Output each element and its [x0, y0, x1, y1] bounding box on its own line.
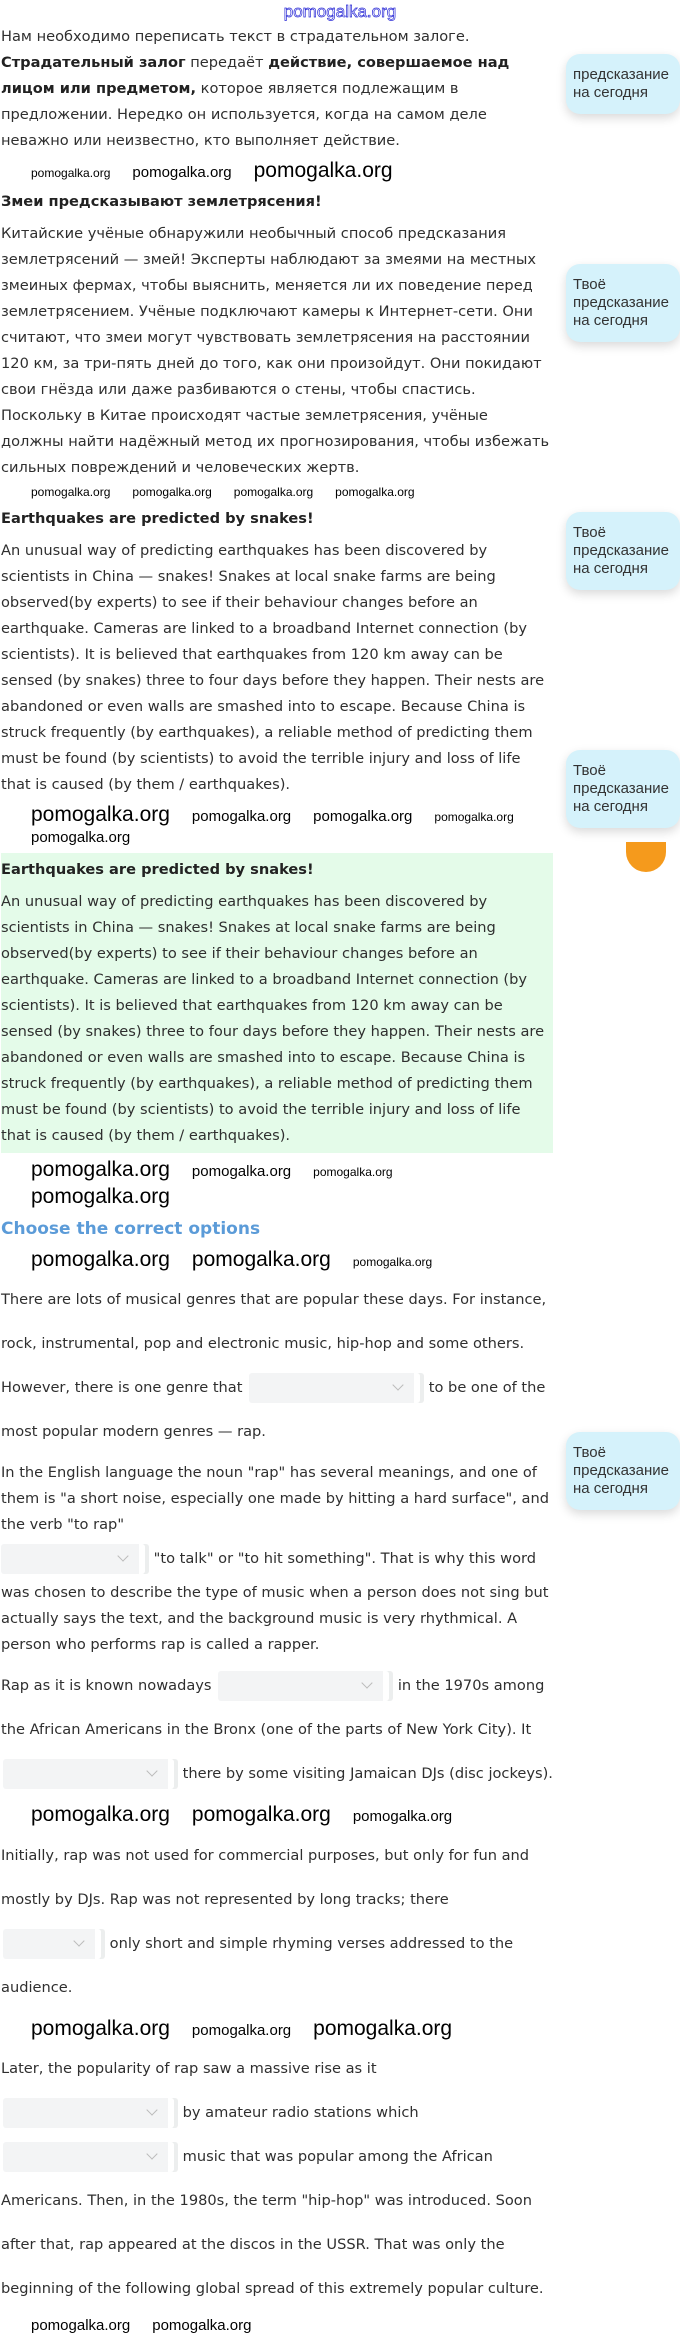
watermark: pomogalka.org	[31, 1157, 170, 1181]
chevron-down-icon	[73, 1935, 84, 1946]
exercise	[1, 1278, 553, 2334]
site-watermark: pomogalka.org	[283, 2, 397, 21]
chevron-down-icon	[117, 1551, 128, 1562]
bubble-line: Твоё	[573, 524, 606, 541]
p5b: by amateur radio stations which	[182, 2103, 419, 2121]
dropdown-1[interactable]	[249, 1373, 420, 1403]
p4b: only short and simple rhyming verses addressed to the audience.	[1, 1934, 514, 1996]
intro-text	[1, 24, 553, 50]
dropdown-5[interactable]	[3, 1929, 101, 1959]
main-column	[0, 24, 559, 2341]
watermark: pomogalka.org	[434, 809, 514, 824]
intro: Нам необходимо переписать текст в страдательном залоге.	[1, 28, 470, 45]
chevron-down-icon	[146, 1766, 157, 1777]
bubble-line: предсказание	[573, 1462, 670, 1479]
ru-section	[1, 189, 553, 481]
watermark: pomogalka.org	[313, 1164, 393, 1179]
prediction-bubble[interactable]	[566, 750, 680, 828]
chevron-down-icon	[392, 1380, 403, 1391]
dropdown-4[interactable]	[3, 1759, 174, 1789]
bubble-line: на сегодня	[573, 1480, 648, 1497]
watermark-row	[31, 2317, 553, 2335]
rule-t1: передаёт	[185, 54, 269, 71]
watermark: pomogalka.org	[31, 828, 131, 846]
watermark: pomogalka.org	[31, 1248, 170, 1272]
bubble-line: на сегодня	[573, 84, 648, 101]
bubble-line: предсказание	[573, 66, 670, 83]
bubble-line: Твоё	[573, 762, 606, 779]
exercise-title: Choose the correct options	[1, 1219, 261, 1240]
watermark: pomogalka.org	[191, 1162, 292, 1180]
p5a: Later, the popularity of rap saw a massive rise as it	[1, 2059, 377, 2077]
watermark: pomogalka.org	[31, 1184, 170, 1208]
watermark: pomogalka.org	[352, 1255, 433, 1270]
watermark: pomogalka.org	[191, 807, 292, 825]
prediction-bubble[interactable]	[566, 1432, 680, 1510]
watermark-row	[31, 802, 553, 847]
prediction-bubble[interactable]	[566, 264, 680, 342]
ru-title: Змеи предсказывают землетрясения!	[1, 193, 322, 211]
watermark: pomogalka.org	[132, 485, 212, 500]
watermark-row	[31, 2016, 553, 2041]
bubble-line: на сегодня	[573, 312, 648, 329]
chevron-down-icon	[146, 2104, 157, 2115]
rule-term: Страдательный залог	[1, 54, 186, 71]
prediction-column	[566, 24, 680, 2341]
bubble-line: предсказание	[573, 294, 670, 311]
p3c: there by some visiting Jamaican DJs (disc jockeys).	[182, 1765, 553, 1783]
watermark: pomogalka.org	[233, 485, 314, 500]
watermark: pomogalka.org	[31, 2016, 170, 2040]
rule-def: действие, совершаемое над лицом или предметом,	[1, 54, 510, 97]
dropdown-7[interactable]	[3, 2142, 174, 2172]
watermark: pomogalka.org	[31, 802, 170, 826]
ru-text: Китайские учёные обнаружили необычный способ предсказания землетрясений — змей! Эксперты наблюдают за змеями на местных змеиных фермах, чтобы выяснить, меняется ли их поведение перед землетрясением. Учёные подключают камеры к Интернет-сети. Они считают, что змеи могут чувствовать землетрясения на расстоянии 120 км, за три-пять дней до того, как они произойдут. Они покидают свои гнёзда или даже разбиваются о стены, чтобы спастись. Поскольку в Китае происходят частые землетрясения, учёные должны найти надёжный метод их прогнозирования, чтобы избежать сильных повреждений и человеческих жертв.	[1, 225, 550, 477]
watermark-row	[31, 1157, 553, 1209]
watermark: pomogalka.org	[335, 485, 415, 500]
dropdown-2[interactable]	[1, 1544, 145, 1574]
watermark: pomogalka.org	[132, 164, 232, 181]
rule-t2: которое является подлежащим в предложении. Нередко он используется, когда на самом деле неважно или неизвестно, кто выполняет действие.	[1, 80, 487, 149]
p4a: Initially, rap was not used for commercial purposes, but only for fun and mostly by DJs. Rap was not represented by long tracks; there	[1, 1846, 530, 1908]
chevron-down-icon	[146, 2148, 157, 2159]
bubble-line: Твоё	[573, 276, 606, 293]
answer-section	[1, 853, 553, 1153]
watermark: pomogalka.org	[191, 1248, 331, 1272]
bubble-line: на сегодня	[573, 560, 648, 577]
watermark: pomogalka.org	[191, 1803, 331, 1827]
watermark: pomogalka.org	[253, 159, 393, 182]
p1b: to be one of the most popular modern genres — rap.	[1, 1379, 546, 1441]
answer-text: An unusual way of predicting earthquakes has been discovered by scientists in China — snakes! Snakes at local snake farms are being observed(by experts) to see if their behaviour changes before an earthquake. Cameras are linked to a broadband Internet connection (by scientists). It is believed that earthquakes from 120 km away can be sensed (by snakes) three to four days before they happen. Their nests are abandoned or even walls are smashed into to escape. Because China is struck frequently (by earthquakes), a reliable method of predicting them must be found (by scientists) to avoid the terrible injury and loss of life that is caused (by them / earthquakes).	[1, 892, 545, 1144]
watermark: pomogalka.org	[152, 2316, 252, 2334]
watermark: pomogalka.org	[191, 2021, 292, 2039]
watermark: pomogalka.org	[352, 1808, 453, 1826]
watermark: pomogalka.org	[31, 1803, 170, 1827]
p2a: In the English language the noun "rap" has several meanings, and one of them is "a short noise, especially one made by hitting a hard surface", and the verb "to rap"	[1, 1464, 549, 1534]
watermark: pomogalka.org	[313, 2016, 453, 2040]
en-section	[1, 506, 553, 798]
dropdown-3[interactable]	[218, 1671, 389, 1701]
watermark-row	[31, 1802, 553, 1827]
bubble-line: предсказание	[573, 780, 670, 797]
watermark: pomogalka.org	[31, 2316, 131, 2334]
bubble-line: Твоё	[573, 1444, 606, 1461]
answer-title: Earthquakes are predicted by snakes!	[1, 860, 314, 878]
orange-decoration	[626, 842, 666, 872]
p2b: "to talk" or "to hit something". That is why this word was chosen to describe the type of music when a person does not sing but actually says the text, and the background music is very rhythmical. A person who performs rap is called a rapper.	[1, 1550, 549, 1654]
prediction-bubble[interactable]	[566, 512, 680, 590]
watermark: pomogalka.org	[31, 166, 111, 180]
dropdown-6[interactable]	[3, 2098, 174, 2128]
watermark-row	[31, 1247, 553, 1272]
rule-text	[1, 50, 553, 154]
prediction-bubble[interactable]	[566, 54, 680, 114]
p5c: music that was popular among the African Americans. Then, in the 1980s, the term "hip-hop" was introduced. Soon after that, rap appeared at the discos in the USSR. That was only the beginning of the following global spread of this extremely popular culture.	[1, 2147, 544, 2297]
p3a: Rap as it is known nowadays	[1, 1677, 212, 1695]
p3b: in the 1970s among the African Americans in the Bronx (one of the parts of New York City). It	[1, 1677, 545, 1739]
p1a: There are lots of musical genres that are popular these days. For instance, rock, instrumental, pop and electronic music, hip-hop and some others. However, there is one genre that	[1, 1291, 547, 1397]
en-title: Earthquakes are predicted by snakes!	[1, 509, 314, 527]
chevron-down-icon	[362, 1678, 373, 1689]
bubble-line: на сегодня	[573, 798, 648, 815]
watermark-row	[31, 485, 553, 499]
bubble-line: предсказание	[573, 542, 670, 559]
page	[0, 24, 680, 2341]
watermark: pomogalka.org	[31, 485, 111, 500]
watermark: pomogalka.org	[313, 807, 413, 825]
en-text: An unusual way of predicting earthquakes has been discovered by scientists in China — snakes! Snakes at local snake farms are being observed(by experts) to see if their behaviour changes before an earthquake. Cameras are linked to a broadband Internet connection (by scientists). It is believed that earthquakes from 120 km away can be sensed (by snakes) three to four days before they happen. Their nests are abandoned or even walls are smashed into to escape. Because China is struck frequently (by earthquakes), a reliable method of predicting them must be found (by scientists) to avoid the terrible injury and loss of life that is caused (by them / earthquakes).	[1, 541, 545, 793]
watermark-row	[31, 158, 553, 183]
